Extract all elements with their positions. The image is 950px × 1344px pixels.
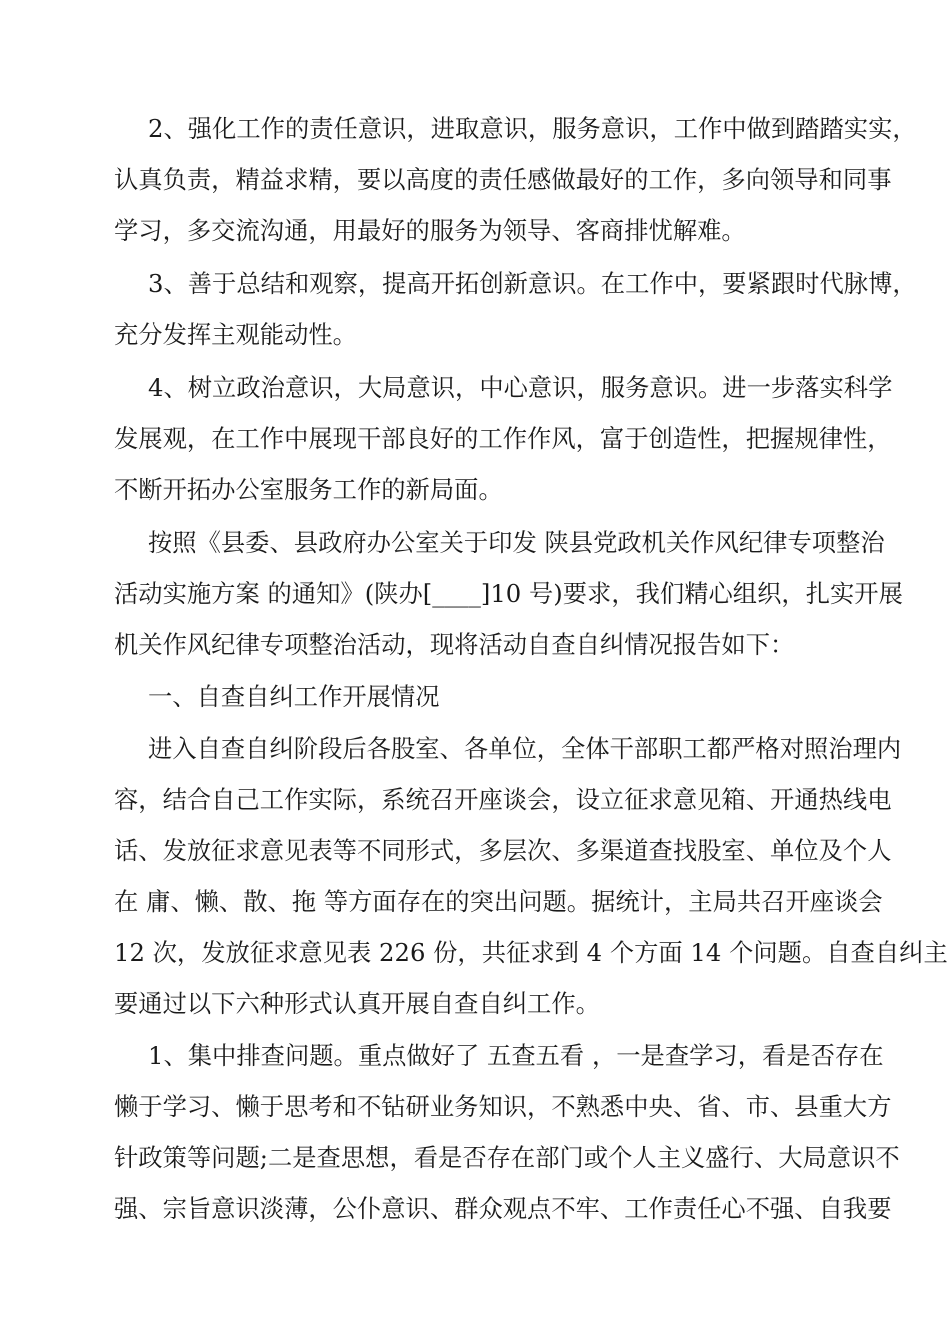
paragraph-4-line-2: 发展观，在工作中展现干部良好的工作作风，富于创造性，把握规律性， <box>114 424 892 453</box>
paragraph-intro-line-2: 活动实施方案 的通知》(陕办[____]10 号)要求，我们精心组织，扎实开展 <box>114 579 903 608</box>
paragraph-item-1-line-3: 针政策等问题;二是查思想，看是否存在部门或个人主义盛行、大局意识不 <box>114 1143 900 1172</box>
paragraph-item-1-line-4: 强、宗旨意识淡薄，公仆意识、群众观点不牢、工作责任心不强、自我要 <box>114 1194 892 1223</box>
paragraph-2-line-1: 2、强化工作的责任意识，进取意识，服务意识，工作中做到踏踏实实， <box>148 114 917 143</box>
paragraph-body-line-5: 12 次，发放征求意见表 226 份，共征求到 4 个方面 14 个问题。自查自纠主 <box>114 938 948 967</box>
paragraph-intro-line-1: 按照《县委、县政府办公室关于印发 陕县党政机关作风纪律专项整治 <box>148 528 885 557</box>
paragraph-body-line-2: 容，结合自己工作实际，系统召开座谈会，设立征求意见箱、开通热线电 <box>114 785 892 814</box>
paragraph-3-line-2: 充分发挥主观能动性。 <box>114 320 357 349</box>
paragraph-4-line-3: 不断开拓办公室服务工作的新局面。 <box>114 475 503 504</box>
paragraph-2-line-3: 学习，多交流沟通，用最好的服务为领导、客商排忧解难。 <box>114 216 746 245</box>
paragraph-body-line-3: 话、发放征求意见表等不同形式，多层次、多渠道查找股室、单位及个人 <box>114 836 892 865</box>
paragraph-body-line-1: 进入自查自纠阶段后各股室、各单位，全体干部职工都严格对照治理内 <box>148 734 902 763</box>
paragraph-4-line-1: 4、树立政治意识，大局意识，中心意识，服务意识。进一步落实科学 <box>148 373 893 402</box>
paragraph-body-line-4: 在 庸、懒、散、拖 等方面存在的突出问题。据统计，主局共召开座谈会 <box>114 887 883 916</box>
paragraph-body-line-6: 要通过以下六种形式认真开展自查自纠工作。 <box>114 989 600 1018</box>
paragraph-2-line-2: 认真负责，精益求精，要以高度的责任感做最好的工作，多向领导和同事 <box>114 165 892 194</box>
paragraph-intro-line-3: 机关作风纪律专项整治活动，现将活动自查自纠情况报告如下： <box>114 630 795 659</box>
paragraph-item-1-line-2: 懒于学习、懒于思考和不钻研业务知识，不熟悉中央、省、市、县重大方 <box>114 1092 892 1121</box>
paragraph-3-line-1: 3、善于总结和观察，提高开拓创新意识。在工作中，要紧跟时代脉博， <box>148 269 917 298</box>
section-heading: 一、自查自纠工作开展情况 <box>148 682 440 711</box>
paragraph-item-1-line-1: 1、集中排查问题。重点做好了 五查五看 ，一是查学习，看是否存在 <box>148 1041 884 1070</box>
